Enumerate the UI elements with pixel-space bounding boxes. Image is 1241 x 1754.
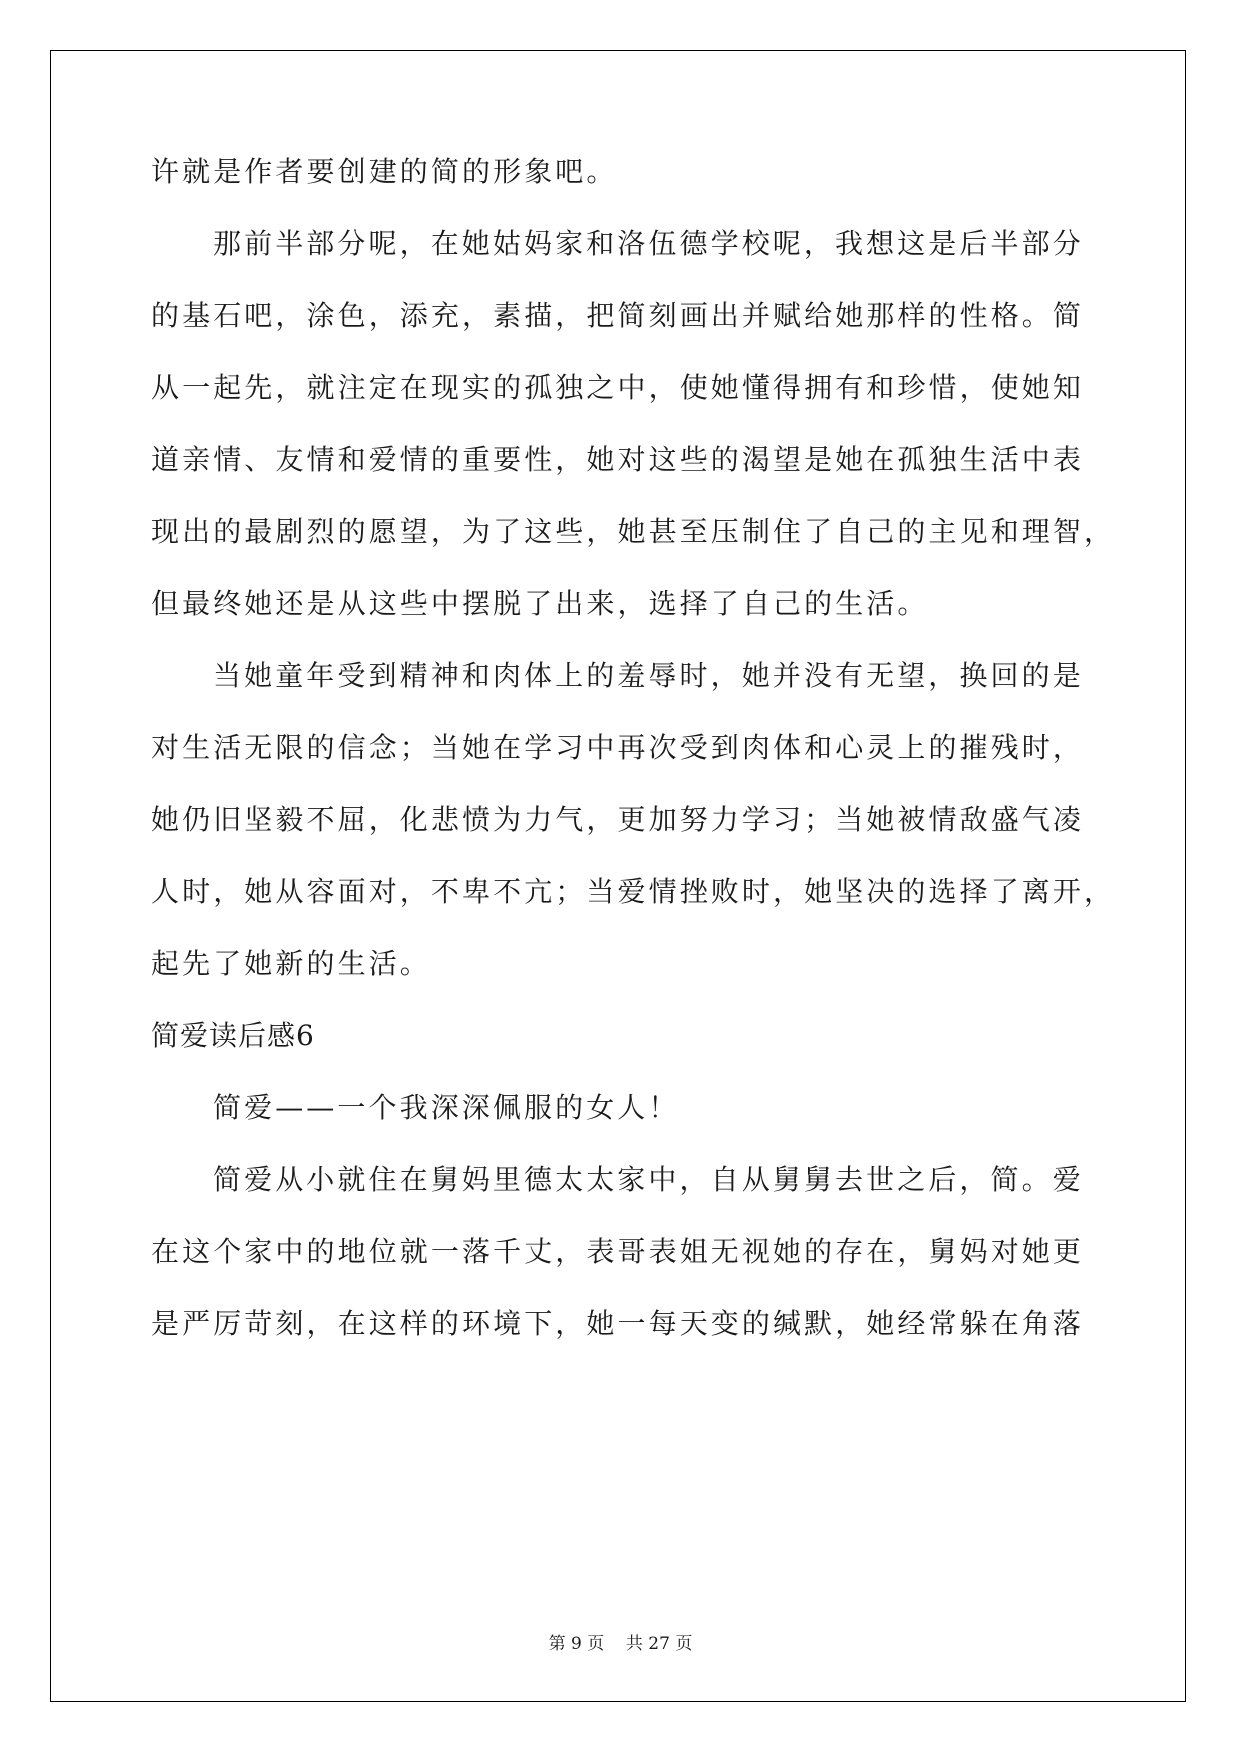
text-line: 从一起先，就注定在现实的孤独之中，使她懂得拥有和珍惜，使她知 [151, 371, 1085, 404]
text-line: 当她童年受到精神和肉体上的羞辱时，她并没有无望，换回的是 [213, 659, 1084, 692]
text-line: 在这个家中的地位就一落千丈，表哥表姐无视她的存在，舅妈对她更 [151, 1235, 1085, 1268]
text-line: 道亲情、友情和爱情的重要性，她对这些的渴望是她在孤独生活中表 [151, 443, 1085, 476]
text-line: 起先了她新的生活。 [151, 947, 431, 980]
page-footer: 第 9 页 共 27 页 [548, 1634, 693, 1654]
text-line: 人时，她从容面对，不卑不亢；当爱情挫败时，她坚决的选择了离开， [151, 875, 1116, 908]
section-heading: 简爱读后感6 [151, 1019, 315, 1052]
text-line: 简爱从小就住在舅妈里德太太家中，自从舅舅去世之后，简。爱 [213, 1163, 1084, 1196]
text-line: 的基石吧，涂色，添充，素描，把简刻画出并赋给她那样的性格。简 [151, 299, 1085, 332]
text-line: 但最终她还是从这些中摆脱了出来，选择了自己的生活。 [151, 587, 929, 620]
text-line: 对生活无限的信念；当她在学习中再次受到肉体和心灵上的摧残时， [151, 731, 1085, 764]
text-line: 是严厉苛刻，在这样的环境下，她一每天变的缄默，她经常躲在角落 [151, 1307, 1085, 1340]
text-line: 她仍旧坚毅不屈，化悲愤为力气，更加努力学习；当她被情敌盛气凌 [151, 803, 1085, 836]
text-line: 现出的最剧烈的愿望，为了这些，她甚至压制住了自己的主见和理智， [151, 515, 1116, 548]
text-line: 那前半部分呢，在她姑妈家和洛伍德学校呢，我想这是后半部分 [213, 227, 1084, 260]
text-line: 简爱——一个我深深佩服的女人！ [213, 1091, 680, 1124]
text-line: 许就是作者要创建的简的形象吧。 [151, 155, 618, 188]
